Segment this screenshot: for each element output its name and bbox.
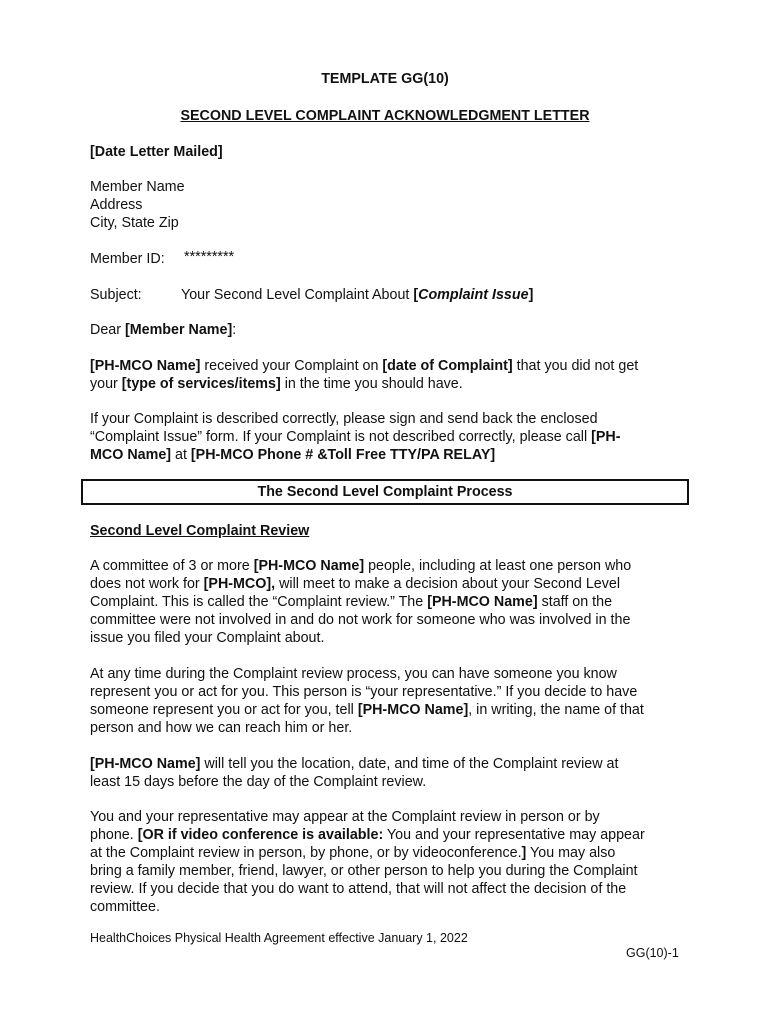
date-letter-mailed: [Date Letter Mailed] bbox=[90, 144, 223, 160]
para4-line4: person and how we can reach him or her. bbox=[90, 720, 353, 736]
para3-line1: A committee of 3 or more [PH-MCO Name] people, including at least one person who bbox=[90, 558, 632, 574]
para4-line2: represent you or act for you. This person is “your representative.” If you decide to have bbox=[90, 684, 638, 700]
member-id-value: ********* bbox=[184, 249, 235, 265]
para2-line1: If your Complaint is described correctly, please sign and send back the enclosed bbox=[90, 411, 598, 427]
para1-line2: your [type of services/items] in the time you should have. bbox=[90, 376, 463, 392]
subject-line: Your Second Level Complaint About [Complaint Issue] bbox=[181, 287, 534, 303]
para6-line4: bring a family member, friend, lawyer, or other person to help you during the Complaint bbox=[90, 863, 638, 879]
subject-label: Subject: bbox=[90, 287, 142, 303]
greeting: Dear [Member Name]: bbox=[90, 322, 237, 338]
para4-line3: someone represent you or act for you, tell [PH-MCO Name], in writing, the name of that bbox=[90, 702, 644, 718]
member-id-label: Member ID: bbox=[90, 251, 165, 267]
para2-line2: “Complaint Issue” form. If your Complaint is not described correctly, please call [PH- bbox=[90, 429, 621, 445]
para2-line3: MCO Name] at [PH-MCO Phone # &Toll Free TTY/PA RELAY] bbox=[90, 447, 496, 463]
para3-line2: does not work for [PH-MCO], will meet to make a decision about your Second Level bbox=[90, 576, 621, 592]
footer-agreement: HealthChoices Physical Health Agreement effective January 1, 2022 bbox=[90, 931, 468, 945]
para4-line1: At any time during the Complaint review process, you can have someone you know bbox=[90, 666, 617, 682]
para6-line2: phone. [OR if video conference is available: You and your representative may appear bbox=[90, 827, 645, 843]
para6-line5: review. If you decide that you do want to attend, that will not affect the decision of the bbox=[90, 881, 627, 897]
para3-line4: committee were not involved in and do not work for someone who was involved in the bbox=[90, 612, 631, 628]
para6-line1: You and your representative may appear at the Complaint review in person or by bbox=[90, 809, 600, 825]
section-box-title: The Second Level Complaint Process bbox=[257, 484, 513, 500]
address-line: Address bbox=[90, 197, 143, 213]
section-box bbox=[81, 479, 689, 505]
para5-line2: least 15 days before the day of the Complaint review. bbox=[90, 774, 427, 790]
template-title: TEMPLATE GG(10) bbox=[321, 71, 449, 87]
para1-line1: [PH-MCO Name] received your Complaint on [date of Complaint] that you did not get bbox=[90, 358, 639, 374]
para3-line3: Complaint. This is called the “Complaint review.” The [PH-MCO Name] staff on the bbox=[90, 594, 613, 610]
footer-page-number: GG(10)-1 bbox=[626, 946, 679, 960]
para6-line6: committee. bbox=[90, 899, 160, 915]
para6-line3: at the Complaint review in person, by phone, or by videoconference.] You may also bbox=[90, 845, 616, 861]
para5-line1: [PH-MCO Name] will tell you the location, date, and time of the Complaint review at bbox=[90, 756, 619, 772]
review-heading: Second Level Complaint Review bbox=[90, 523, 310, 539]
city-state-zip-line: City, State Zip bbox=[90, 215, 179, 231]
member-name-line: Member Name bbox=[90, 179, 185, 195]
para3-line5: issue you filed your Complaint about. bbox=[90, 630, 325, 646]
letter-title: SECOND LEVEL COMPLAINT ACKNOWLEDGMENT LETTER bbox=[180, 108, 590, 124]
